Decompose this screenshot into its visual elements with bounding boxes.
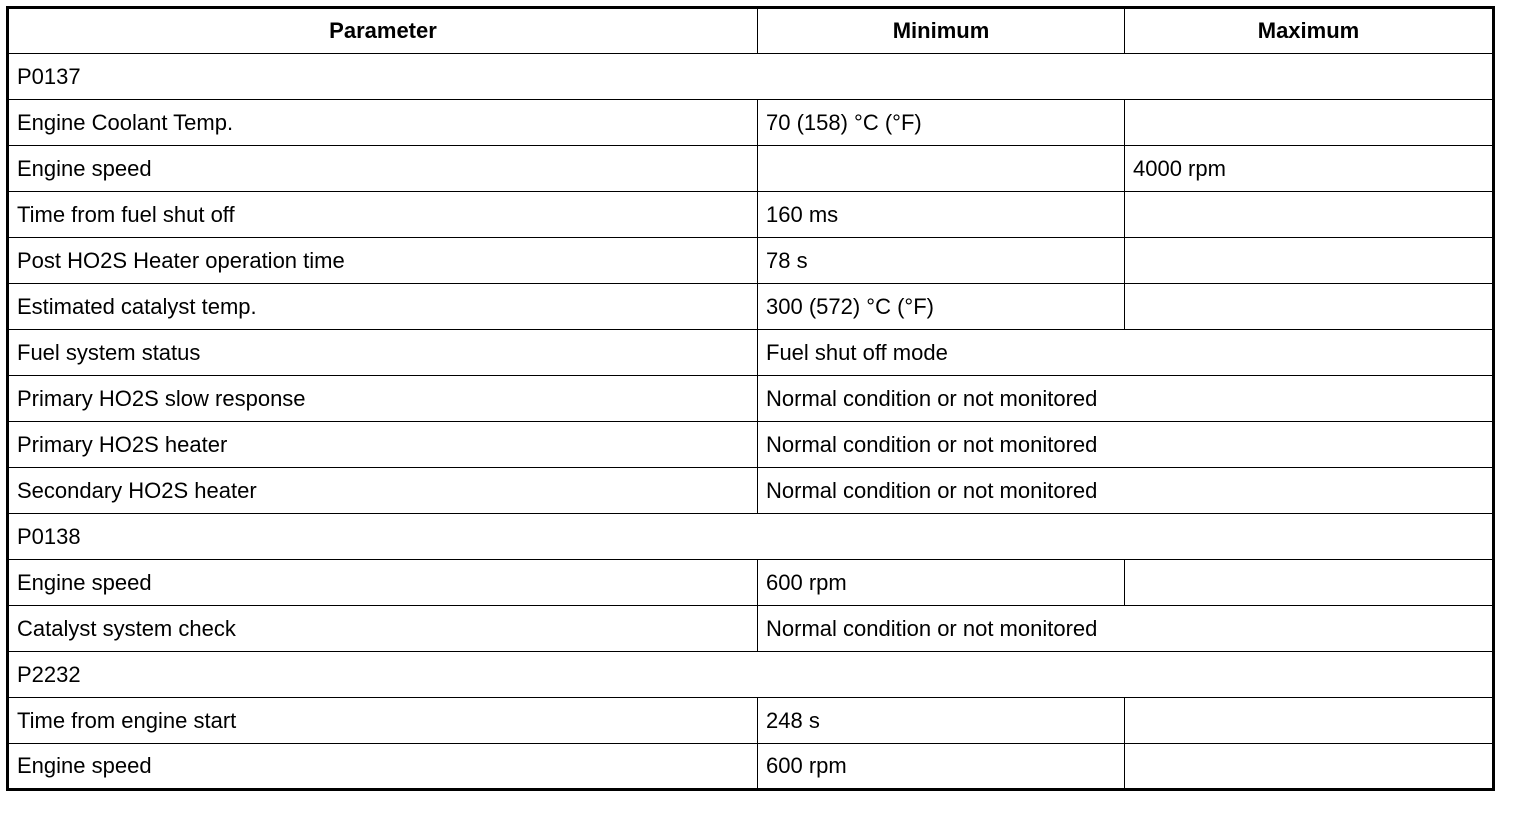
table-row: [8, 146, 1494, 192]
parameter-cell: Time from fuel shut off: [8, 192, 758, 238]
minimum-cell: 160 ms: [758, 192, 1125, 238]
parameter-cell: Engine speed: [8, 146, 758, 192]
maximum-cell: [1125, 192, 1494, 238]
table-header: [8, 8, 1494, 54]
group-row: [8, 652, 1494, 698]
header-minimum: Minimum: [758, 8, 1125, 54]
parameter-cell: Estimated catalyst temp.: [8, 284, 758, 330]
condition-cell: Fuel shut off mode: [758, 330, 1494, 376]
table-row: [8, 606, 1494, 652]
maximum-cell: [1125, 100, 1494, 146]
parameter-cell: Engine speed: [8, 744, 758, 790]
header-row: [8, 8, 1494, 54]
table-row: [8, 560, 1494, 606]
parameter-cell: Catalyst system check: [8, 606, 758, 652]
maximum-cell: [1125, 284, 1494, 330]
condition-cell: Normal condition or not monitored: [758, 422, 1494, 468]
header-parameter: Parameter: [8, 8, 758, 54]
parameter-cell: Time from engine start: [8, 698, 758, 744]
minimum-cell: 300 (572) °C (°F): [758, 284, 1125, 330]
parameter-table: [6, 6, 1495, 791]
group-row: [8, 514, 1494, 560]
table-row: [8, 100, 1494, 146]
maximum-cell: 4000 rpm: [1125, 146, 1494, 192]
minimum-cell: 600 rpm: [758, 744, 1125, 790]
group-row: [8, 54, 1494, 100]
parameter-cell: Primary HO2S slow response: [8, 376, 758, 422]
table-row: [8, 192, 1494, 238]
header-maximum: Maximum: [1125, 8, 1494, 54]
parameter-cell: Secondary HO2S heater: [8, 468, 758, 514]
minimum-cell: 600 rpm: [758, 560, 1125, 606]
table-row: [8, 376, 1494, 422]
minimum-cell: 248 s: [758, 698, 1125, 744]
minimum-cell: 70 (158) °C (°F): [758, 100, 1125, 146]
table-row: [8, 468, 1494, 514]
parameter-cell: Engine Coolant Temp.: [8, 100, 758, 146]
parameter-cell: Fuel system status: [8, 330, 758, 376]
condition-cell: Normal condition or not monitored: [758, 376, 1494, 422]
table-row: [8, 744, 1494, 790]
parameter-cell: Primary HO2S heater: [8, 422, 758, 468]
table-row: [8, 422, 1494, 468]
group-label: P2232: [8, 652, 1494, 698]
group-label: P0137: [8, 54, 1494, 100]
table-row: [8, 284, 1494, 330]
table-row: [8, 330, 1494, 376]
condition-cell: Normal condition or not monitored: [758, 606, 1494, 652]
maximum-cell: [1125, 560, 1494, 606]
table-row: [8, 698, 1494, 744]
group-label: P0138: [8, 514, 1494, 560]
minimum-cell: [758, 146, 1125, 192]
maximum-cell: [1125, 744, 1494, 790]
table-body: [8, 54, 1494, 790]
parameter-cell: Engine speed: [8, 560, 758, 606]
table-row: [8, 238, 1494, 284]
maximum-cell: [1125, 238, 1494, 284]
parameter-cell: Post HO2S Heater operation time: [8, 238, 758, 284]
condition-cell: Normal condition or not monitored: [758, 468, 1494, 514]
document-page: [6, 6, 1492, 822]
maximum-cell: [1125, 698, 1494, 744]
minimum-cell: 78 s: [758, 238, 1125, 284]
